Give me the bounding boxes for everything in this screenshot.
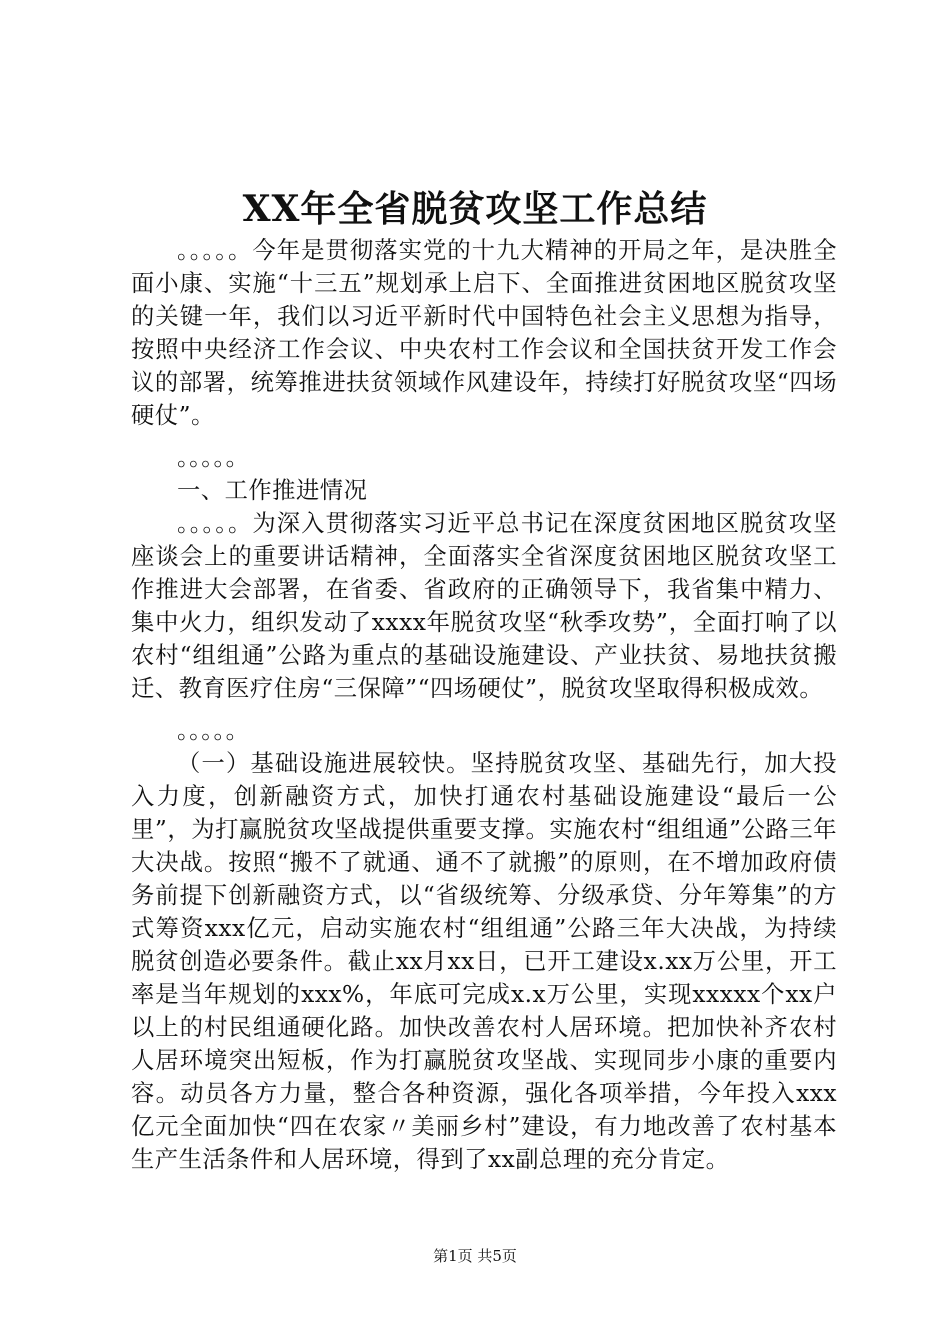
paragraph-separator: 。。。。。 [177,717,250,744]
section-heading: 一、工作推进情况 [177,477,368,504]
page-number: 第1页 共5页 [433,1247,517,1265]
paragraph-progress: 。。。。。为深入贯彻落实习近平总书记在深度贫困地区脱贫攻坚座谈会上的重要讲话精神，全面落实全省深度贫困地区脱贫攻坚工作推进大会部署，在省委、省政府的正确领导下，我省集中精力、集中火力，组织发动了xxxx年脱贫攻坚“秋季攻势”，全面打响了以农村“组组通”公路为重点的基础设施建设、产业扶贫、易地扶贫搬迁、教育医疗住房“三保障”“四场硬仗”，脱贫攻坚取得积极成效。 [131,510,837,702]
paragraph-intro: 。。。。。今年是贯彻落实党的十九大精神的开局之年，是决胜全面小康、实施“十三五”规划承上启下、全面推进贫困地区脱贫攻坚的关键一年，我们以习近平新时代中国特色社会主义思想为指导，按照中央经济工作会议、中央农村工作会议和全国扶贫开发工作会议的部署，统筹推进扶贫领域作风建设年，持续打好脱贫攻坚“四场硬仗”。 [131,237,837,429]
document-title: XX年全省脱贫攻坚工作总结 [242,188,708,230]
document-body [131,234,837,1176]
paragraph-separator: 。。。。。 [177,444,250,471]
paragraph-infrastructure: （一）基础设施进展较快。坚持脱贫攻坚、基础先行，加大投入力度，创新融资方式，加快打通农村基础设施建设“最后一公里”，为打赢脱贫攻坚战提供重要支撑。实施农村“组组通”公路三年大决战。按照“搬不了就通、通不了就搬”的原则，在不增加政府债务前提下创新融资方式，以“省级统筹、分级承贷、分年筹集”的方式筹资xxx亿元，启动实施农村“组组通”公路三年大决战，为持续脱贫创造必要条件。截止xx月xx日，已开工建设x.xx万公里，开工率是当年规划的xxx%，年底可完成x.x万公里，实现xxxxx个xx户以上的村民组通硬化路。加快改善农村人居环境。把加快补齐农村人居环境突出短板，作为打赢脱贫攻坚战、实现同步小康的重要内容。动员各方力量，整合各种资源，强化各项举措，今年投入xxx亿元全面加快“四在农家〃美丽乡村”建设，有力地改善了农村基本生产生活条件和人居环境，得到了xx副总理的充分肯定。 [131,750,837,1173]
